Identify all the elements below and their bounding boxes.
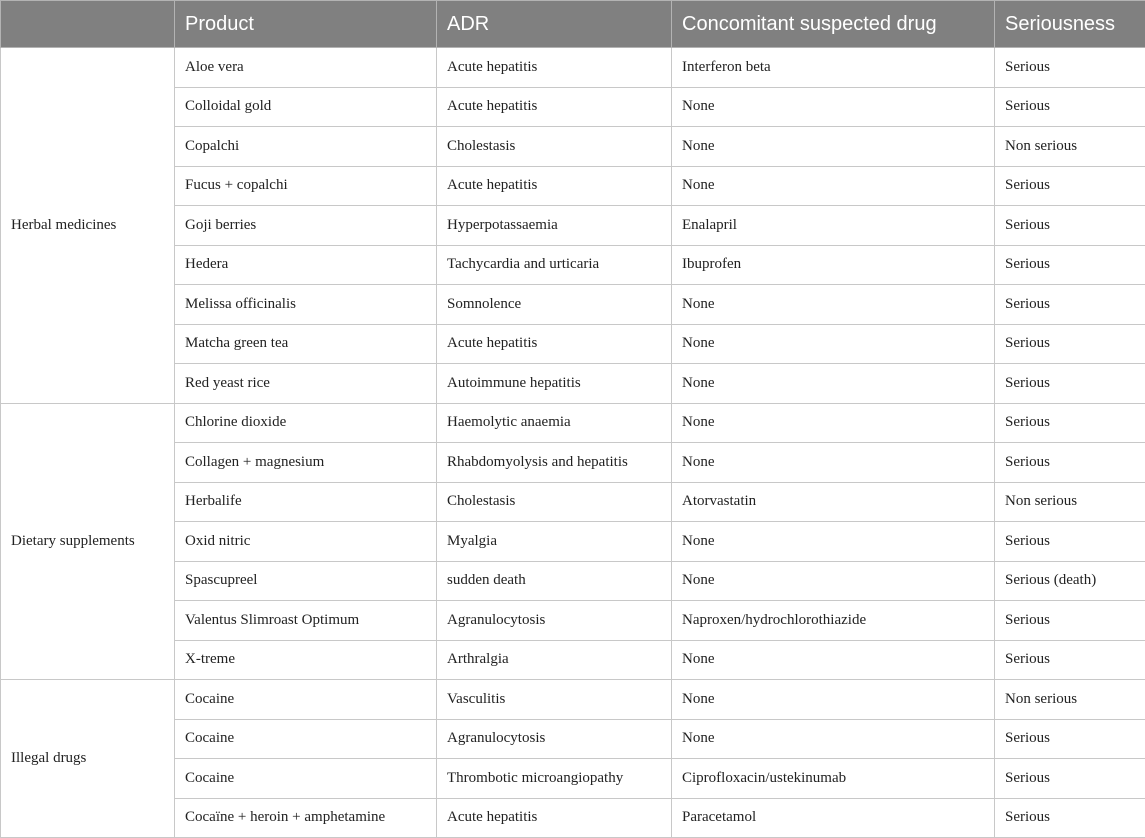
product-cell: Fucus + copalchi [175,166,437,206]
table-row [1,403,1145,443]
seriousness-cell: Serious [995,87,1145,127]
seriousness-cell: Serious [995,364,1145,404]
concomitant-drug-cell: None [672,640,995,680]
product-cell: Oxid nitric [175,522,437,562]
concomitant-drug-cell: None [672,561,995,601]
seriousness-cell: Non serious [995,127,1145,167]
header-adr: ADR [437,1,672,48]
adr-cell: Tachycardia and urticaria [437,245,672,285]
adr-cell: Cholestasis [437,482,672,522]
concomitant-drug-cell: Naproxen/hydrochlorothiazide [672,601,995,641]
product-cell: Melissa officinalis [175,285,437,325]
seriousness-cell: Serious [995,48,1145,88]
table-body [1,48,1145,838]
product-cell: Cocaine [175,680,437,720]
concomitant-drug-cell: None [672,87,995,127]
product-cell: Aloe vera [175,48,437,88]
concomitant-drug-cell: None [672,522,995,562]
table-row [1,680,1145,720]
product-cell: Herbalife [175,482,437,522]
product-cell: Collagen + magnesium [175,443,437,483]
concomitant-drug-cell: Paracetamol [672,798,995,838]
seriousness-cell: Serious [995,403,1145,443]
product-cell: Copalchi [175,127,437,167]
concomitant-drug-cell: None [672,324,995,364]
concomitant-drug-cell: None [672,127,995,167]
adr-cell: Autoimmune hepatitis [437,364,672,404]
product-cell: Cocaine [175,719,437,759]
adr-cell: Cholestasis [437,127,672,167]
seriousness-cell: Serious [995,324,1145,364]
adr-cell: Agranulocytosis [437,601,672,641]
seriousness-cell: Serious (death) [995,561,1145,601]
product-cell: Cocaine [175,759,437,799]
concomitant-drug-cell: None [672,364,995,404]
adr-cell: Acute hepatitis [437,166,672,206]
concomitant-drug-cell: None [672,443,995,483]
group-label: Herbal medicines [1,48,175,404]
concomitant-drug-cell: Interferon beta [672,48,995,88]
group-label: Dietary supplements [1,403,175,680]
seriousness-cell: Non serious [995,680,1145,720]
seriousness-cell: Serious [995,759,1145,799]
adr-cell: Acute hepatitis [437,798,672,838]
seriousness-cell: Serious [995,166,1145,206]
seriousness-cell: Serious [995,719,1145,759]
adr-cell: sudden death [437,561,672,601]
adr-cell: Acute hepatitis [437,87,672,127]
seriousness-cell: Serious [995,601,1145,641]
adr-cell: Somnolence [437,285,672,325]
table-row [1,48,1145,88]
concomitant-drug-cell: None [672,680,995,720]
adr-cell: Myalgia [437,522,672,562]
product-cell: Spascupreel [175,561,437,601]
header-product: Product [175,1,437,48]
product-cell: Valentus Slimroast Optimum [175,601,437,641]
product-cell: Goji berries [175,206,437,246]
header-row [1,1,1145,48]
concomitant-drug-cell: None [672,403,995,443]
header-seriousness: Seriousness [995,1,1145,48]
adr-cell: Acute hepatitis [437,324,672,364]
concomitant-drug-cell: Ibuprofen [672,245,995,285]
concomitant-drug-cell: None [672,166,995,206]
adr-cell: Thrombotic microangiopathy [437,759,672,799]
concomitant-drug-cell: None [672,719,995,759]
group-label: Illegal drugs [1,680,175,838]
product-cell: Colloidal gold [175,87,437,127]
header-concomitant-drug: Concomitant suspected drug [672,1,995,48]
table-header [1,1,1145,48]
concomitant-drug-cell: Ciprofloxacin/ustekinumab [672,759,995,799]
product-cell: Red yeast rice [175,364,437,404]
adr-cell: Haemolytic anaemia [437,403,672,443]
adr-cell: Arthralgia [437,640,672,680]
product-cell: Chlorine dioxide [175,403,437,443]
adr-cell: Agranulocytosis [437,719,672,759]
seriousness-cell: Serious [995,522,1145,562]
concomitant-drug-cell: Atorvastatin [672,482,995,522]
seriousness-cell: Serious [995,206,1145,246]
adr-cell: Rhabdomyolysis and hepatitis [437,443,672,483]
seriousness-cell: Serious [995,640,1145,680]
adr-cell: Vasculitis [437,680,672,720]
adr-cell: Hyperpotassaemia [437,206,672,246]
product-cell: Hedera [175,245,437,285]
seriousness-cell: Serious [995,245,1145,285]
concomitant-drug-cell: None [672,285,995,325]
product-cell: Matcha green tea [175,324,437,364]
adr-cell: Acute hepatitis [437,48,672,88]
product-cell: X-treme [175,640,437,680]
seriousness-cell: Serious [995,285,1145,325]
header-group [1,1,175,48]
seriousness-cell: Serious [995,443,1145,483]
concomitant-drug-cell: Enalapril [672,206,995,246]
seriousness-cell: Non serious [995,482,1145,522]
seriousness-cell: Serious [995,798,1145,838]
product-cell: Cocaïne + heroin + amphetamine [175,798,437,838]
